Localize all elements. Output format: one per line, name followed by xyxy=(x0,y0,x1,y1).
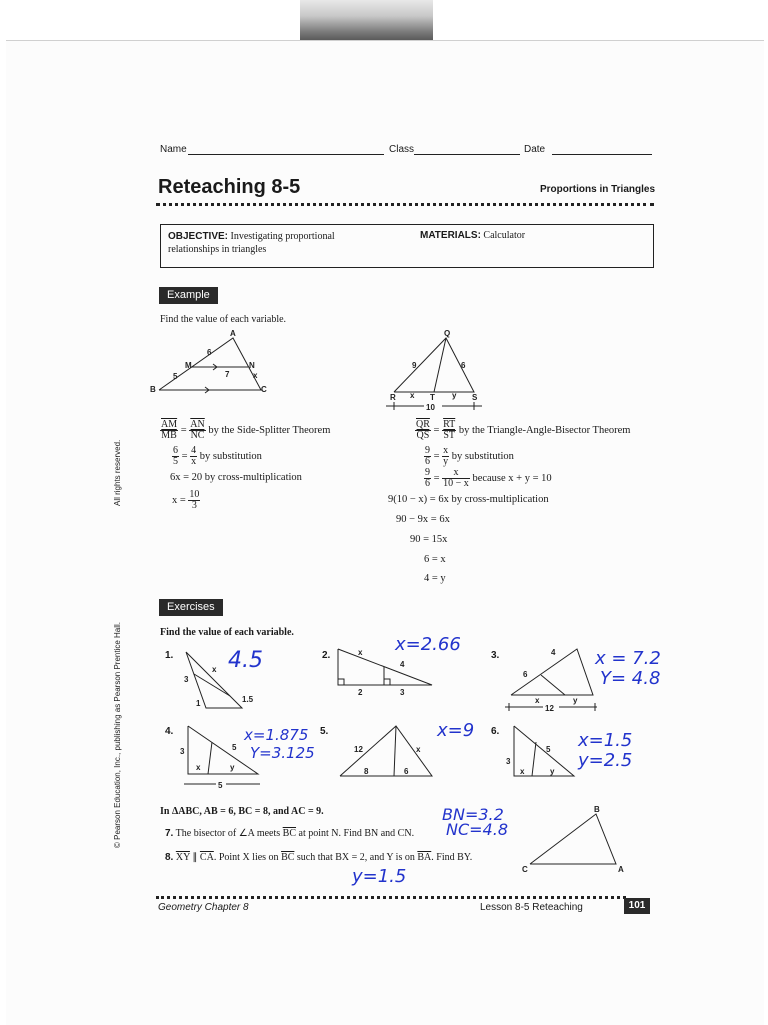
question-8-text-a: . Point X lies on xyxy=(213,852,279,863)
svg-text:8: 8 xyxy=(364,767,369,776)
example-right-step-2: $\frac{9}{6}$ = $\frac{x}{y}$ by substitution xyxy=(425,445,514,467)
svg-text:M: M xyxy=(185,361,192,370)
question-8-segment-1: $\overline{XY}$ xyxy=(175,852,190,863)
example-right-step-7: 6 = x xyxy=(424,554,446,565)
materials-text: Calculator xyxy=(483,230,526,241)
scanner-edge xyxy=(300,0,433,40)
question-8-parallel: ∥ xyxy=(192,852,198,863)
example-right-step-4: 9(10 − x) = 6x by cross-multiplication xyxy=(388,494,549,505)
svg-text:5: 5 xyxy=(218,781,223,790)
objective-text-1: Investigating proportional xyxy=(230,231,335,242)
exercise-5-number: 5. xyxy=(320,726,329,737)
exercise-1-number: 1. xyxy=(165,650,174,661)
svg-text:5: 5 xyxy=(173,372,178,381)
svg-text:y: y xyxy=(550,767,555,776)
example-right-step-1: $\frac{\overline{QR}}{QS}$ = $\frac{\overline{RT}}{ST}$ by the Triangle-Angle-Bisector Theorem xyxy=(416,419,631,441)
answer-3-y: Y= 4.8 xyxy=(600,668,661,689)
example-left-step-2: $\frac{6}{5}$ = $\frac{4}{x}$ by substitution xyxy=(173,445,262,467)
svg-text:C: C xyxy=(261,385,267,394)
sum-reason: because x + y = 10 xyxy=(472,472,552,484)
svg-text:6: 6 xyxy=(461,361,466,370)
question-7-segment: $\overline{BC}$ xyxy=(282,828,297,839)
example-right-step-6: 90 = 15x xyxy=(410,534,448,545)
svg-text:3: 3 xyxy=(184,675,189,684)
answer-2: x=2.66 xyxy=(395,634,461,655)
angle-bisector-reason: by the Triangle-Angle-Bisector Theorem xyxy=(458,424,631,436)
svg-text:x: x xyxy=(535,696,540,705)
svg-text:x: x xyxy=(196,763,201,772)
exercise-2-number: 2. xyxy=(322,650,331,661)
question-8-text-b: such that BX = 2, and Y is on xyxy=(296,852,415,863)
side-splitter-reason: by the Side-Splitter Theorem xyxy=(208,424,331,436)
svg-text:y: y xyxy=(230,763,235,772)
copyright-note: © Pearson Education, Inc., publishing as Pearson Prentice Hall. xyxy=(113,621,122,848)
title-divider xyxy=(156,203,654,206)
question-7 xyxy=(165,828,414,839)
answer-4-y: Y=3.125 xyxy=(250,744,315,762)
svg-text:5: 5 xyxy=(546,745,551,754)
exercise-6-figure xyxy=(504,720,584,782)
exercise-3-number: 3. xyxy=(491,650,500,661)
objective-text-2: relationships in triangles xyxy=(168,244,267,255)
answer-6-x: x=1.5 xyxy=(578,730,633,751)
example-left-step-3: 6x = 20 by cross-multiplication xyxy=(170,472,302,483)
svg-text:y: y xyxy=(573,696,578,705)
exercises-instruction: Find the value of each variable. xyxy=(160,627,294,638)
exercise-4-number: 4. xyxy=(165,726,174,737)
triangle-abc-intro: In ΔABC, AB = 6, BC = 8, and AC = 9. xyxy=(160,806,324,817)
svg-text:3: 3 xyxy=(180,747,185,756)
svg-text:A: A xyxy=(618,865,624,874)
svg-text:C: C xyxy=(522,865,528,874)
question-8-text-c: . Find BY. xyxy=(431,852,473,863)
svg-text:7: 7 xyxy=(225,370,230,379)
answer-8: y=1.5 xyxy=(352,866,407,887)
svg-text:B: B xyxy=(594,806,600,814)
answer-7-bn: BN=3.2 xyxy=(442,805,504,824)
svg-text:B: B xyxy=(150,385,156,394)
question-8 xyxy=(165,852,472,863)
answer-4-x: x=1.875 xyxy=(244,726,309,744)
footer-divider xyxy=(156,896,626,899)
svg-text:S: S xyxy=(472,393,478,402)
svg-text:4: 4 xyxy=(551,648,556,657)
question-7-number: 7. xyxy=(165,828,174,839)
materials xyxy=(420,230,525,241)
svg-text:Q: Q xyxy=(444,330,451,338)
svg-text:6: 6 xyxy=(207,348,212,357)
exercises-band: Exercises xyxy=(159,599,223,616)
svg-text:N: N xyxy=(249,361,255,370)
footer-book: Geometry Chapter 8 xyxy=(158,902,249,913)
example-band: Example xyxy=(159,287,218,304)
example-triangle-1 xyxy=(145,330,275,400)
date-field[interactable] xyxy=(552,154,652,155)
svg-text:12: 12 xyxy=(354,745,363,754)
svg-text:12: 12 xyxy=(545,704,554,713)
svg-text:10: 10 xyxy=(426,403,435,412)
objective xyxy=(168,230,335,256)
materials-label: MATERIALS: xyxy=(420,230,481,241)
svg-text:A: A xyxy=(230,330,236,338)
svg-text:x: x xyxy=(212,665,217,674)
example-left-step-1: $\frac{\overline{AM}}{MB}$ = $\frac{\overline{AN}}{NC}$ by the Side-Splitter Theorem xyxy=(161,419,331,441)
question-8-segment-4: $\overline{BA}$ xyxy=(417,852,432,863)
question-8-number: 8. xyxy=(165,852,174,863)
x-equals-label: x = xyxy=(172,494,186,506)
triangle-abc-figure xyxy=(520,806,632,878)
footer-lesson: Lesson 8-5 Reteaching xyxy=(480,902,583,913)
class-label: Class xyxy=(389,144,415,155)
svg-text:6: 6 xyxy=(404,767,409,776)
svg-text:R: R xyxy=(390,393,396,402)
svg-text:1.5: 1.5 xyxy=(242,695,254,704)
substitution-reason-right: by substitution xyxy=(451,450,514,462)
svg-text:6: 6 xyxy=(523,670,528,679)
svg-text:1: 1 xyxy=(196,699,201,708)
example-right-step-5: 90 − 9x = 6x xyxy=(396,514,450,525)
question-7-text-a: The bisector of ∠A meets xyxy=(175,828,281,839)
exercise-6-number: 6. xyxy=(491,726,500,737)
svg-text:x: x xyxy=(416,745,421,754)
answer-1: 4.5 xyxy=(228,648,263,673)
question-8-segment-2: $\overline{CA}$ xyxy=(199,852,214,863)
page-number: 101 xyxy=(624,898,650,914)
answer-3-x: x = 7.2 xyxy=(595,648,661,669)
svg-text:x: x xyxy=(358,648,363,657)
svg-text:9: 9 xyxy=(412,361,417,370)
class-field[interactable] xyxy=(414,154,520,155)
svg-text:3: 3 xyxy=(400,688,405,697)
name-field[interactable] xyxy=(188,154,384,155)
example-instruction: Find the value of each variable. xyxy=(160,314,287,325)
example-triangle-2 xyxy=(386,330,486,412)
name-label: Name xyxy=(160,144,187,155)
svg-text:y: y xyxy=(452,391,457,400)
question-8-segment-3: $\overline{BC}$ xyxy=(281,852,295,863)
page-title: Reteaching 8-5 xyxy=(158,176,301,198)
rights-note: All rights reserved. xyxy=(113,439,122,506)
svg-text:x: x xyxy=(410,391,415,400)
substitution-reason-left: by substitution xyxy=(199,450,262,462)
example-right-step-8: 4 = y xyxy=(424,573,446,584)
date-label: Date xyxy=(524,144,546,155)
svg-text:x: x xyxy=(520,767,525,776)
objective-label: OBJECTIVE: xyxy=(168,231,229,242)
svg-text:T: T xyxy=(430,393,435,402)
example-right-step-3: $\frac{9}{6}$ = $\frac{x}{10 - x}$ because x + y = 10 xyxy=(425,467,552,489)
answer-7-nc: NC=4.8 xyxy=(446,820,508,839)
answer-5: x=9 xyxy=(437,720,475,741)
answer-6-y: y=2.5 xyxy=(578,750,633,771)
exercise-5-figure xyxy=(336,720,436,782)
exercise-3-figure xyxy=(505,645,605,715)
svg-text:x: x xyxy=(253,371,258,380)
svg-text:3: 3 xyxy=(506,757,511,766)
page-subtitle: Proportions in Triangles xyxy=(540,184,656,195)
example-left-step-4: x = $\frac{10}{3}$ xyxy=(172,489,200,511)
svg-text:2: 2 xyxy=(358,688,363,697)
question-7-text-b: at point N. Find BN and CN. xyxy=(298,828,415,839)
svg-text:4: 4 xyxy=(400,660,405,669)
svg-text:5: 5 xyxy=(232,743,237,752)
